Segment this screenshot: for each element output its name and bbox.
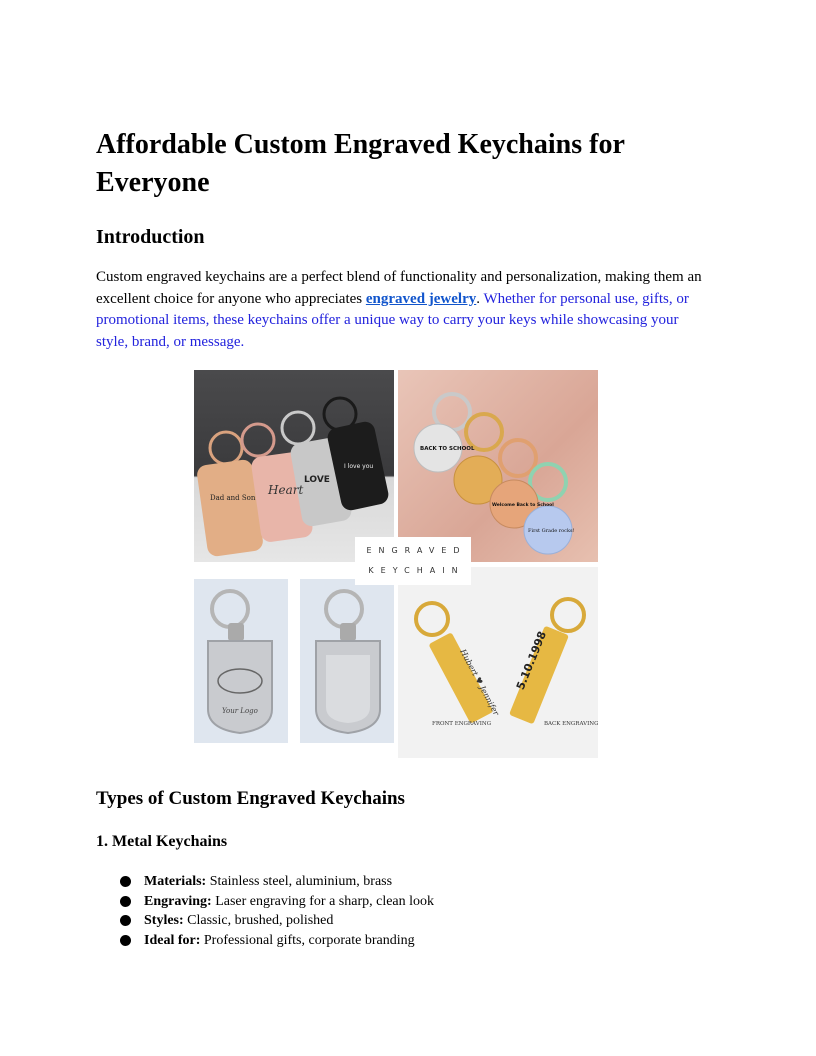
tag1-engraving: Dad and Son: [210, 494, 256, 502]
back-engraving-label: BACK ENGRAVING: [544, 721, 598, 727]
metal-features-list: [96, 872, 434, 950]
engraved-keychain-label: [355, 537, 471, 585]
list-item: [96, 931, 434, 951]
dog-tag-keychains-photo: [194, 370, 394, 562]
page-title: Affordable Custom Engraved Keychains for Everyone: [96, 129, 625, 198]
feature-label: Ideal for:: [144, 932, 201, 948]
disc4-engraving: First Grade rocks!: [528, 528, 575, 534]
shield-keychain-front-photo: [194, 579, 288, 743]
tag2-engraving: Heart: [268, 483, 304, 497]
disc1-engraving: BACK TO SCHOOL: [420, 446, 475, 452]
introduction-heading: Introduction: [96, 226, 205, 248]
bar1-engraving: Hubert ♥ Jennifer: [458, 647, 501, 717]
types-heading: Types of Custom Engraved Keychains: [96, 788, 405, 809]
feature-text: Professional gifts, corporate branding: [200, 932, 415, 948]
plate-engraving: Your Logo: [222, 707, 258, 715]
feature-text: Stainless steel, aluminium, brass: [206, 874, 393, 889]
engraved-jewelry-link[interactable]: engraved jewelry: [365, 290, 477, 307]
tag3-engraving: LOVE: [304, 475, 330, 485]
intro-text-start: Custom engraved keychains are a perfect blend of functionality and personalization, making them an excellent choice for anyone who appreciates: [96, 269, 702, 307]
intro-period: .: [476, 290, 481, 307]
front-engraving-label: FRONT ENGRAVING: [432, 721, 492, 727]
metal-keychains-heading: 1. Metal Keychains: [96, 833, 228, 850]
round-disc-keychains-photo: [398, 370, 598, 562]
introduction-paragraph: [96, 267, 711, 353]
intro-text-end: Whether for personal use, gifts, or promotional items, these keychains offer a unique way to carry your keys while showcasing your style, brand, or message.: [96, 290, 689, 350]
feature-label: Styles:: [144, 913, 184, 928]
keychain-collage-image: [194, 370, 598, 758]
feature-label: Materials:: [144, 874, 207, 889]
disc3-engraving: Welcome Back to School: [492, 503, 554, 508]
label-line-1: ENGRAVED: [366, 546, 467, 555]
bar2-engraving: 5.10.1998: [513, 629, 550, 692]
shield-keychain-blank-photo: [300, 579, 394, 743]
gold-bar-keychains-photo: [398, 567, 598, 758]
list-item: [96, 911, 434, 931]
list-item: [96, 872, 434, 892]
label-line-2: KEYCHAIN: [368, 566, 465, 575]
feature-label: Engraving:: [144, 893, 212, 909]
feature-text: Classic, brushed, polished: [183, 913, 334, 928]
list-item: [96, 892, 434, 912]
tag4-engraving: I love you: [344, 463, 374, 470]
feature-text: Laser engraving for a sharp, clean look: [211, 893, 435, 909]
